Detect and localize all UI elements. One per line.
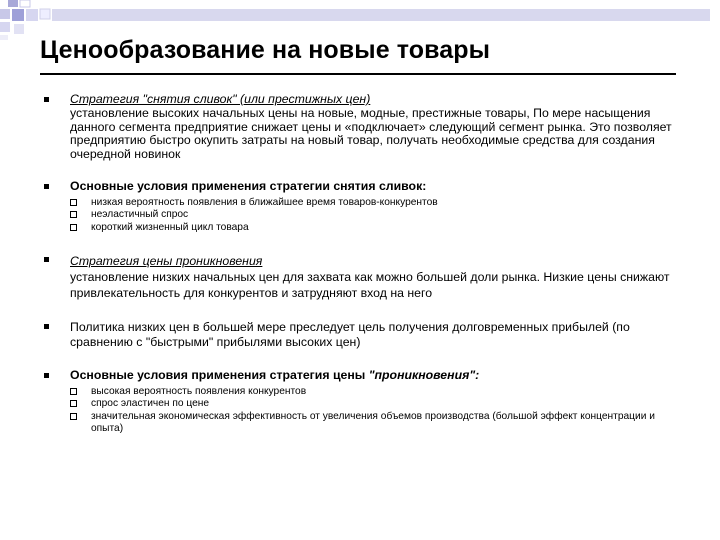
square-bullet-icon bbox=[70, 224, 77, 231]
item-body: установление низких начальных цен для захвата как можно большей доли рынка. Низкие цены снижают привлекательность для конкурентов и затрудняют вход на него bbox=[70, 270, 670, 300]
page-title: Ценообразование на новые товары bbox=[40, 36, 491, 64]
sublist bbox=[70, 386, 682, 436]
bullet-icon bbox=[44, 373, 49, 378]
bullet-icon bbox=[44, 184, 49, 189]
item-body: установление высоких начальных цены на новые, модные, престижные товары, По мере насыщения данного сегмента предприятие снижает цены и «подключает» следующий сегмент рынка. Это позволяет предприятию быстро окупить затраты на новый товар, получать необходимые средства для создания очередной новинок bbox=[70, 105, 672, 162]
sublist-item: неэластичный спрос bbox=[70, 209, 682, 221]
square-bullet-icon bbox=[70, 413, 77, 420]
decorative-squares bbox=[0, 0, 720, 40]
sublist-item: низкая вероятность появления в ближайшее время товаров-конкурентов bbox=[70, 197, 682, 209]
square-bullet-icon bbox=[70, 400, 77, 407]
list-item-penetration-conditions bbox=[40, 369, 682, 435]
sublist-item: значительная экономическая эффективность от увеличения объемов производства (большой эффект концентрации и опыта) bbox=[70, 411, 682, 436]
list-item-penetration-strategy bbox=[40, 253, 682, 301]
item-heading: Основные условия применения стратегии снятия сливок: bbox=[70, 178, 427, 193]
item-heading: Основные условия применения стратегия цены "проникновения": bbox=[70, 368, 480, 383]
sublist-item: спрос эластичен по цене bbox=[70, 398, 682, 410]
square-bullet-icon bbox=[70, 199, 77, 206]
sublist-item: короткий жизненный цикл товара bbox=[70, 222, 682, 234]
list-item-skimming-conditions bbox=[40, 180, 682, 234]
sublist bbox=[70, 197, 682, 234]
slide-content bbox=[40, 93, 682, 436]
item-heading: Стратегия цены проникновения bbox=[70, 254, 263, 268]
item-body: Политика низких цен в большей мере преследует цель получения долговременных прибылей (по сравнению с "быстрыми" прибылями высоких цен) bbox=[70, 320, 630, 349]
list-item-low-price-policy bbox=[40, 320, 682, 349]
bullet-icon bbox=[44, 324, 49, 329]
title-divider bbox=[40, 73, 676, 75]
item-heading: Стратегия "снятия сливок" (или престижных цен) bbox=[70, 92, 371, 106]
square-bullet-icon bbox=[70, 388, 77, 395]
list-item-skimming-strategy bbox=[40, 93, 682, 162]
square-bullet-icon bbox=[70, 211, 77, 218]
bullet-icon bbox=[44, 97, 49, 102]
sublist-item: высокая вероятность появления конкурентов bbox=[70, 386, 682, 398]
bullet-icon bbox=[44, 257, 49, 262]
